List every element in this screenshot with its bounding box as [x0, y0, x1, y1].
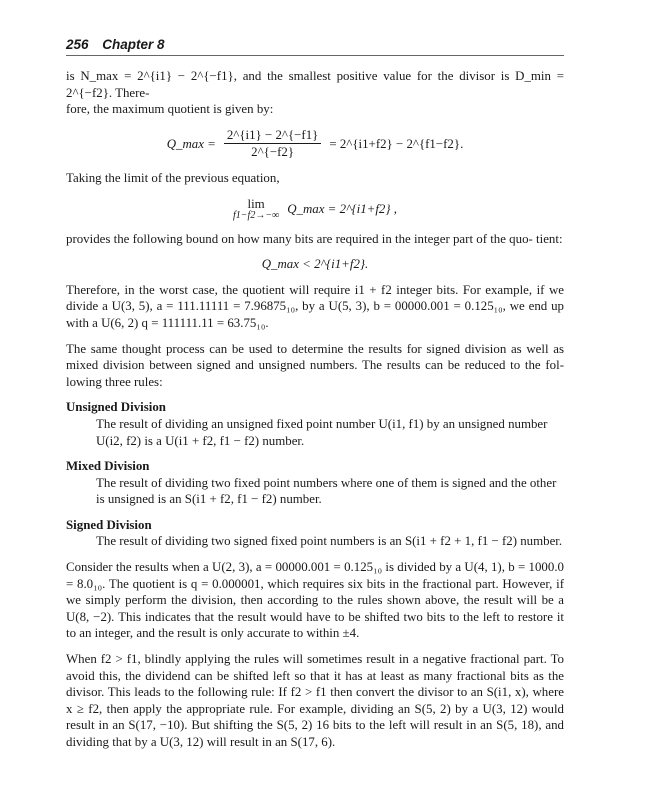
paragraph-6: Consider the results when a U(2, 3), a = 00000.001 = 0.125₁₀ is divided by a U(4, 1), b = 1000.0 = 8.0₁₀. The quotient is q = 0.000001, which requires six bits in the fractional part. However, if we simply perform the division, then according to the rules shown above, the result will be a U(8, −2). This indicates that the result would have to be shifted two bits to the left to restore it to an integer, and the result is only accurate to within ±4. [66, 560, 564, 641]
paragraph-4: Therefore, in the worst case, the quotient will require i1 + f2 integer bits. For example, if we divide a U(3, 5), a = 111.11111 = 7.96875₁₀, by a U(5, 3), b = 00000.001 = 0.125₁₀, we end up with a U(6, 2) q = 111111.11 = 63.75₁₀. [66, 282, 564, 330]
equation-limit [66, 196, 564, 222]
limit-label: lim [247, 196, 265, 211]
rule-signed-body: The result of dividing two signed fixed point numbers is an S(i1 + f2 + 1, f1 − f2) number. [96, 534, 563, 549]
paragraph-2: Taking the limit of the previous equation, [66, 170, 280, 185]
rule-signed-title: Signed Division [66, 517, 152, 532]
limit-operator [233, 198, 279, 222]
paragraph-5: The same thought process can be used to determine the results for signed division as well as mixed division between signed and unsigned numbers. The results can be reduced to the fol- lowing three rules: [66, 341, 564, 389]
rule-unsigned-title: Unsigned Division [66, 400, 166, 415]
equation-1-denominator: 2^{−f2} [251, 145, 295, 160]
rule-mixed-title: Mixed Division [66, 459, 150, 474]
paragraph-1-line-2: fore, the maximum quotient is given by: [66, 102, 274, 117]
body-text [66, 68, 564, 751]
limit-subscript: f1−f2→−∞ [233, 209, 280, 221]
equation-1-fraction [224, 127, 322, 161]
equation-max-quotient [66, 127, 564, 161]
page-number: 256 [66, 37, 89, 52]
equation-bound: Q_max < 2^{i1+f2}. [261, 257, 369, 272]
paragraph-1 [66, 68, 564, 118]
division-rules [66, 399, 564, 550]
limit-expression: Q_max = 2^{i1+f2} , [287, 202, 397, 217]
paragraph-3: provides the following bound on how many bits are required in the integer part of the quo- tient: [66, 231, 563, 246]
equation-1-numerator: 2^{i1} − 2^{−f1} [224, 127, 322, 145]
rule-unsigned-body: The result of dividing an unsigned fixed point number U(i1, f1) by an unsigned number U(i2, f2) is a U(i1 + f2, f1 − f2) number. [96, 416, 548, 448]
paragraph-1-line-1: is N_max = 2^{i1} − 2^{−f1}, and the smallest positive value for the divisor is D_min = 2^{−f2}. There- [66, 69, 564, 100]
rule-mixed-body: The result of dividing two fixed point numbers where one of them is signed and the other is unsigned is an S(i1 + f2, f1 − f2) number. [96, 475, 557, 507]
paragraph-7: When f2 > f1, blindly applying the rules will sometimes result in a negative fractional part. To avoid this, the dividend can be shifted left so that it has at least as many fractional bits as the divisor. This leads to the following rule: If f2 > f1 then convert the divisor to an S(i1, x), where x ≥ f2, then apply the appropriate rule. For example, dividing an S(5, 2) by a U(3, 12) would result in an S(17, −10). But shifting the S(5, 2) 16 bits to the left will result in an S(5, 18), and dividing that by a U(3, 12) will result in an S(17, 6). [66, 652, 564, 749]
equation-1-rhs: = 2^{i1+f2} − 2^{f1−f2}. [329, 136, 464, 151]
equation-1-lhs: Q_max = [166, 136, 216, 151]
chapter-title: Chapter 8 [102, 37, 165, 52]
page-header [66, 37, 564, 56]
